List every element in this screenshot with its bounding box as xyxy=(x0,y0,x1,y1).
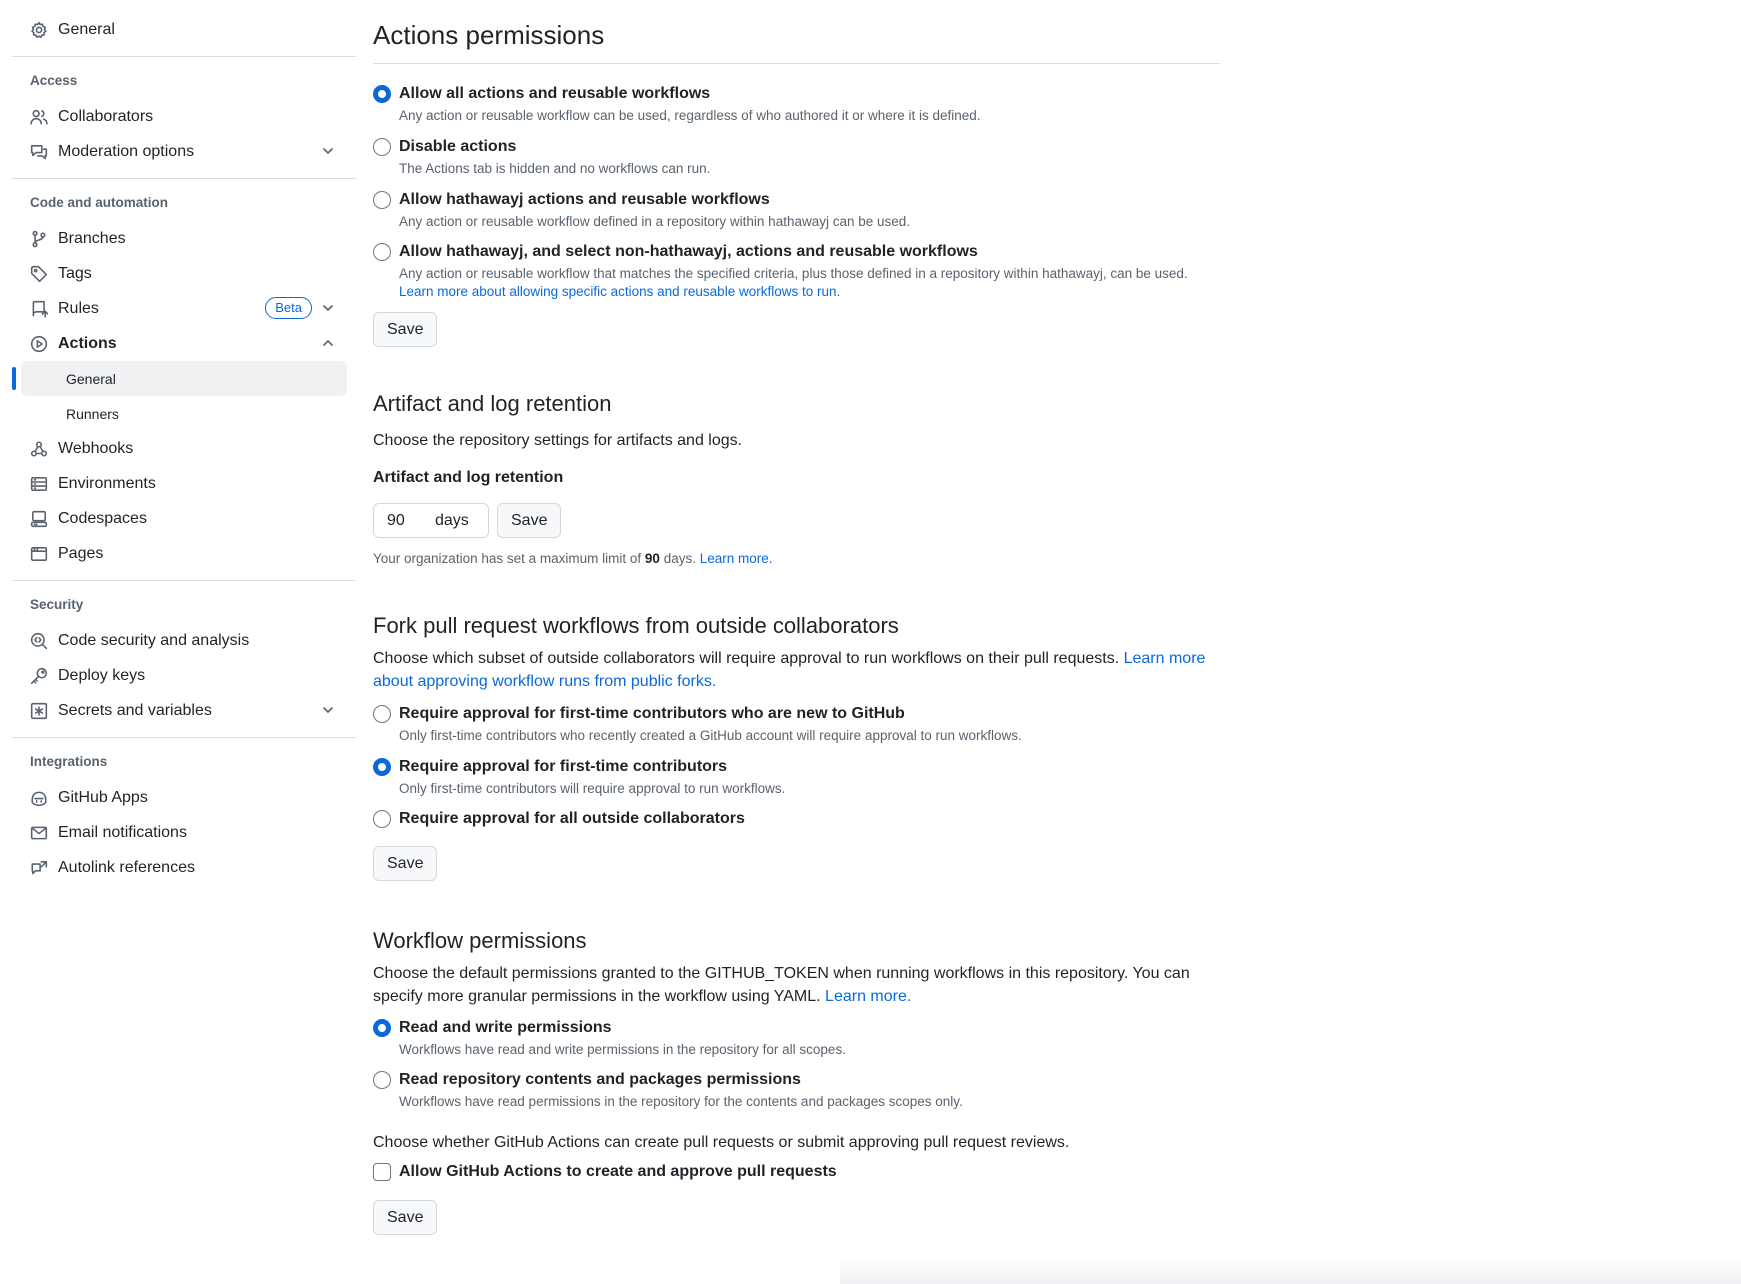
radio-option[interactable] xyxy=(373,757,1220,809)
radio-option[interactable] xyxy=(373,190,1220,242)
radio-option[interactable] xyxy=(373,1018,1220,1070)
gear-icon xyxy=(30,21,48,39)
actions-permissions-options xyxy=(373,84,1220,310)
tag-icon xyxy=(30,265,48,283)
note-value: 90 xyxy=(644,551,660,566)
option-description: The Actions tab is hidden and no workflows can run. xyxy=(399,161,711,176)
sidebar-item-label: General xyxy=(66,370,116,387)
sidebar-item-label: Runners xyxy=(66,405,119,422)
save-button[interactable]: Save xyxy=(373,312,437,347)
save-button[interactable]: Save xyxy=(497,503,561,538)
sidebar-item-label: Deploy keys xyxy=(58,666,146,684)
sidebar-item-codespaces[interactable] xyxy=(12,501,356,536)
sidebar-divider xyxy=(12,178,356,179)
bottom-shadow xyxy=(840,1256,1741,1284)
sidebar-item-label: Moderation options xyxy=(58,142,195,160)
settings-sidebar xyxy=(12,12,356,885)
radio-option[interactable] xyxy=(373,242,1220,310)
sidebar-item-pages[interactable] xyxy=(12,536,356,571)
sidebar-item-collaborators[interactable] xyxy=(12,99,356,134)
note-prefix: Your organization has set a maximum limit of xyxy=(373,551,642,566)
note-suffix: days. xyxy=(663,551,696,566)
sidebar-subitem-actions-general[interactable] xyxy=(21,361,347,396)
allow-create-pr-checkbox[interactable] xyxy=(373,1163,391,1181)
option-label[interactable]: Read and write permissions xyxy=(399,1019,612,1036)
radio-read-write[interactable] xyxy=(373,1019,391,1037)
sidebar-item-label: Codespaces xyxy=(58,509,147,527)
option-label[interactable]: Disable actions xyxy=(399,138,517,155)
comment-discussion-icon xyxy=(30,143,48,161)
sidebar-item-label: Actions xyxy=(58,334,117,352)
sidebar-item-webhooks[interactable] xyxy=(12,431,356,466)
sidebar-item-label: Collaborators xyxy=(58,107,154,125)
radio-read-only[interactable] xyxy=(373,1071,391,1089)
sidebar-item-tags[interactable] xyxy=(12,256,356,291)
save-button[interactable]: Save xyxy=(373,846,437,881)
radio-option[interactable] xyxy=(373,1070,1220,1122)
chevron-down-icon[interactable] xyxy=(320,300,336,316)
option-description: Only first-time contributors who recently created a GitHub account will require approval to run workflows. xyxy=(399,728,1022,743)
asterisk-box-icon xyxy=(30,702,48,720)
sidebar-divider xyxy=(12,737,356,738)
option-description: Only first-time contributors will require approval to run workflows. xyxy=(399,781,786,796)
sidebar-heading-code-automation: Code and automation xyxy=(30,194,168,210)
sidebar-item-email-notifications[interactable] xyxy=(12,815,356,850)
mail-icon xyxy=(30,824,48,842)
sidebar-item-label: Environments xyxy=(58,474,156,492)
chevron-up-icon[interactable] xyxy=(320,335,336,351)
sidebar-item-code-security[interactable] xyxy=(12,623,356,658)
beta-badge: Beta xyxy=(265,297,312,319)
checkbox-option[interactable] xyxy=(373,1162,1220,1188)
page-title: Actions permissions xyxy=(373,0,1220,64)
sidebar-item-secrets[interactable] xyxy=(12,693,356,728)
sidebar-item-label: GitHub Apps xyxy=(58,788,148,806)
option-description: Workflows have read and write permissions in the repository for all scopes. xyxy=(399,1042,846,1057)
sidebar-divider xyxy=(12,56,356,57)
fork-options xyxy=(373,704,1220,839)
radio-allow-all[interactable] xyxy=(373,85,391,103)
radio-allow-owner[interactable] xyxy=(373,191,391,209)
sidebar-item-deploy-keys[interactable] xyxy=(12,658,356,693)
option-description: Any action or reusable workflow can be used, regardless of who authored it or where it is defined. xyxy=(399,108,981,123)
copilot-icon xyxy=(30,789,48,807)
retention-days-input[interactable] xyxy=(374,504,434,537)
pr-description: Choose whether GitHub Actions can create pull requests or submit approving pull request reviews. xyxy=(373,1134,1070,1151)
chevron-down-icon[interactable] xyxy=(320,702,336,718)
days-suffix: days xyxy=(435,511,469,529)
sidebar-item-label: Webhooks xyxy=(58,439,134,457)
learn-more-link[interactable]: Learn more. xyxy=(699,551,773,566)
radio-first-time[interactable] xyxy=(373,758,391,776)
learn-more-link[interactable]: Learn more. xyxy=(825,988,912,1005)
webhook-icon xyxy=(30,440,48,458)
save-button[interactable]: Save xyxy=(373,1200,437,1235)
sidebar-item-label: Pages xyxy=(58,544,104,562)
section-title-artifact: Artifact and log retention xyxy=(373,391,612,416)
radio-option[interactable] xyxy=(373,704,1220,757)
sidebar-item-label: General xyxy=(58,20,115,38)
sidebar-item-branches[interactable] xyxy=(12,221,356,256)
codescan-icon xyxy=(30,632,48,650)
option-label[interactable]: Require approval for first-time contributors xyxy=(399,758,728,775)
option-description xyxy=(399,265,1220,301)
workflow-options xyxy=(373,1018,1220,1122)
option-description-text: Any action or reusable workflow that matches the specified criteria, plus those defined in a repository within hathawayj, can be used. xyxy=(399,266,1188,281)
sidebar-item-moderation[interactable] xyxy=(12,134,356,169)
option-description: Any action or reusable workflow defined in a repository within hathawayj can be used. xyxy=(399,214,911,229)
retention-row xyxy=(373,503,1220,538)
sidebar-item-general[interactable] xyxy=(12,12,356,47)
sidebar-divider xyxy=(12,580,356,581)
section-description xyxy=(373,962,1220,1008)
retention-input-group xyxy=(373,503,489,538)
section-description xyxy=(373,647,1220,693)
repo-push-icon xyxy=(30,300,48,318)
section-title-fork: Fork pull request workflows from outside collaborators xyxy=(373,613,899,638)
sidebar-heading-integrations: Integrations xyxy=(30,753,108,769)
field-label: Artifact and log retention xyxy=(373,469,564,486)
browser-icon xyxy=(30,545,48,563)
radio-disable-actions[interactable] xyxy=(373,138,391,156)
option-label[interactable]: Read repository contents and packages permissions xyxy=(399,1071,801,1088)
sidebar-item-label: Secrets and variables xyxy=(58,701,212,719)
option-label[interactable]: Allow hathawayj, and select non-hathawayj, actions and reusable workflows xyxy=(399,243,978,260)
server-icon xyxy=(30,475,48,493)
checkbox-label[interactable]: Allow GitHub Actions to create and approve pull requests xyxy=(399,1163,837,1180)
sidebar-item-actions[interactable] xyxy=(12,326,356,361)
codespaces-icon xyxy=(30,510,48,528)
active-indicator xyxy=(12,367,16,390)
sidebar-item-label: Tags xyxy=(58,264,92,282)
sidebar-item-label: Email notifications xyxy=(58,823,187,841)
sidebar-item-autolink[interactable] xyxy=(12,850,356,885)
radio-option[interactable] xyxy=(373,84,1220,137)
git-branch-icon xyxy=(30,230,48,248)
option-label[interactable]: Require approval for all outside collaborators xyxy=(399,810,745,827)
section-description-text: Choose which subset of outside collaborators will require approval to run workflows on their pull requests. xyxy=(373,650,1120,667)
radio-option[interactable] xyxy=(373,137,1220,190)
retention-note xyxy=(373,551,1220,566)
sidebar-item-label: Rules xyxy=(58,299,99,317)
learn-more-link[interactable]: Learn more about allowing specific actions and reusable workflows to run. xyxy=(399,284,841,299)
sidebar-item-github-apps[interactable] xyxy=(12,780,356,815)
sidebar-heading-security: Security xyxy=(30,596,84,612)
option-label[interactable]: Allow hathawayj actions and reusable workflows xyxy=(399,191,770,208)
cross-reference-icon xyxy=(30,859,48,877)
radio-allow-select[interactable] xyxy=(373,243,391,261)
play-icon xyxy=(30,335,48,353)
section-description-text: Choose the default permissions granted to the GITHUB_TOKEN when running workflows in this repository. You can specify more granular permissions in the workflow using YAML. xyxy=(373,965,1190,1005)
radio-new-to-github[interactable] xyxy=(373,705,391,723)
chevron-down-icon[interactable] xyxy=(320,143,336,159)
radio-all-outside[interactable] xyxy=(373,810,391,828)
sidebar-item-label: Branches xyxy=(58,229,126,247)
radio-option[interactable] xyxy=(373,809,1220,839)
option-label[interactable]: Allow all actions and reusable workflows xyxy=(399,85,711,102)
sidebar-heading-access: Access xyxy=(30,72,78,88)
section-description: Choose the repository settings for artifacts and logs. xyxy=(373,432,743,449)
people-icon xyxy=(30,108,48,126)
sidebar-item-label: Code security and analysis xyxy=(58,631,250,649)
sidebar-item-rules[interactable] xyxy=(12,291,356,326)
sidebar-item-environments[interactable] xyxy=(12,466,356,501)
option-description: Workflows have read permissions in the repository for the contents and packages scopes only. xyxy=(399,1094,963,1109)
option-label[interactable]: Require approval for first-time contributors who are new to GitHub xyxy=(399,705,905,722)
section-title-workflow: Workflow permissions xyxy=(373,928,587,953)
settings-main xyxy=(373,0,1220,1235)
key-icon xyxy=(30,667,48,685)
sidebar-subitem-actions-runners[interactable] xyxy=(21,396,347,431)
learn-more-link[interactable]: Learn more about approving workflow runs from public forks. xyxy=(373,650,1206,690)
sidebar-item-label: Autolink references xyxy=(58,858,195,876)
